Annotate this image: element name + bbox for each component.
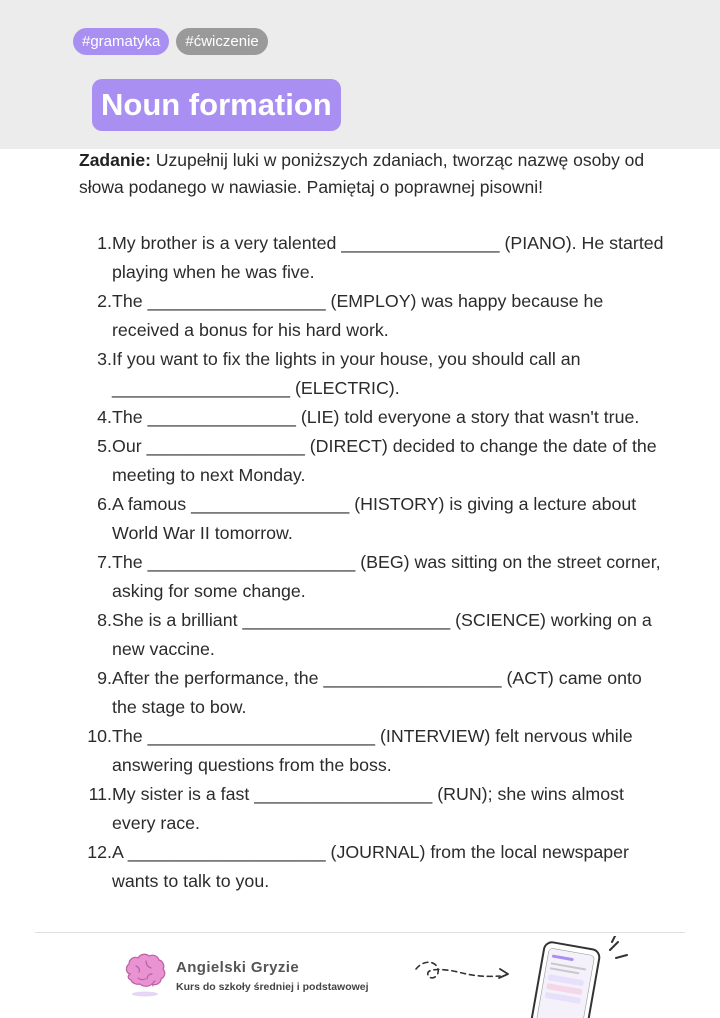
- exercise-text: She is a brilliant _____________________ (SCIENCE) working on a new vaccine.: [112, 610, 652, 659]
- tag-list: [73, 28, 268, 55]
- exercise-text: After the performance, the __________________ (ACT) came onto the stage to bow.: [112, 668, 642, 717]
- exercise-list: [79, 229, 669, 896]
- page-title: Noun formation: [92, 79, 341, 131]
- exercise-number: 2.: [97, 291, 112, 311]
- exercise-text: The _____________________ (BEG) was sitting on the street corner, asking for some change.: [112, 552, 661, 601]
- exercise-number: 12.: [87, 842, 112, 862]
- footer-divider: [35, 932, 685, 933]
- exercise-item: [79, 664, 669, 722]
- exercise-number: 10.: [87, 726, 112, 746]
- exercise-item: [79, 838, 669, 896]
- exercise-item: [79, 229, 669, 287]
- exercise-item: [79, 722, 669, 780]
- exercise-number: 11.: [88, 784, 112, 804]
- exercise-item: [79, 606, 669, 664]
- phone-icon: [520, 936, 640, 1018]
- exercise-text: The _______________ (LIE) told everyone a story that wasn't true.: [112, 407, 640, 427]
- exercise-text: The _______________________ (INTERVIEW) felt nervous while answering questions from the boss.: [112, 726, 633, 775]
- exercise-number: 4.: [97, 407, 112, 427]
- exercise-text: A famous ________________ (HISTORY) is giving a lecture about World War II tomorrow.: [112, 494, 637, 543]
- exercise-text: My sister is a fast __________________ (RUN); she wins almost every race.: [112, 784, 624, 833]
- exercise-text: My brother is a very talented ________________ (PIANO). He started playing when he was five.: [112, 233, 664, 282]
- exercise-item: [79, 287, 669, 345]
- exercise-text: The __________________ (EMPLOY) was happy because he received a bonus for his hard work.: [112, 291, 604, 340]
- exercise-text: A ____________________ (JOURNAL) from the local newspaper wants to talk to you.: [112, 842, 629, 891]
- brand-subtitle: Kurs do szkoły średniej i podstawowej: [176, 981, 369, 993]
- exercise-number: 3.: [97, 349, 112, 369]
- task-instructions: [79, 147, 649, 201]
- tag-gramatyka: #gramatyka: [73, 28, 169, 55]
- exercise-text: Our ________________ (DIRECT) decided to change the date of the meeting to next Monday.: [112, 436, 657, 485]
- exercise-number: 7.: [97, 552, 112, 572]
- exercise-item: [79, 548, 669, 606]
- exercise-item: [79, 432, 669, 490]
- brain-icon: [122, 952, 168, 998]
- exercise-number: 6.: [97, 494, 112, 514]
- exercise-item: [79, 403, 669, 432]
- exercise-number: 1.: [97, 233, 112, 253]
- exercise-number: 8.: [97, 610, 112, 630]
- brand-name: Angielski Gryzie: [176, 959, 300, 976]
- task-text: Uzupełnij luki w poniższych zdaniach, tworząc nazwę osoby od słowa podanego w nawiasie. Pamiętaj o poprawnej pisowni!: [79, 150, 645, 197]
- tag-cwiczenie: #ćwiczenie: [176, 28, 267, 55]
- exercise-item: [79, 345, 669, 403]
- arrow-icon: [412, 955, 512, 991]
- exercise-number: 9.: [97, 668, 112, 688]
- task-label: Zadanie:: [79, 150, 151, 170]
- exercise-item: [79, 780, 669, 838]
- exercise-text: If you want to fix the lights in your house, you should call an __________________ (ELECTRIC).: [112, 349, 581, 398]
- exercise-number: 5.: [97, 436, 112, 456]
- exercise-item: [79, 490, 669, 548]
